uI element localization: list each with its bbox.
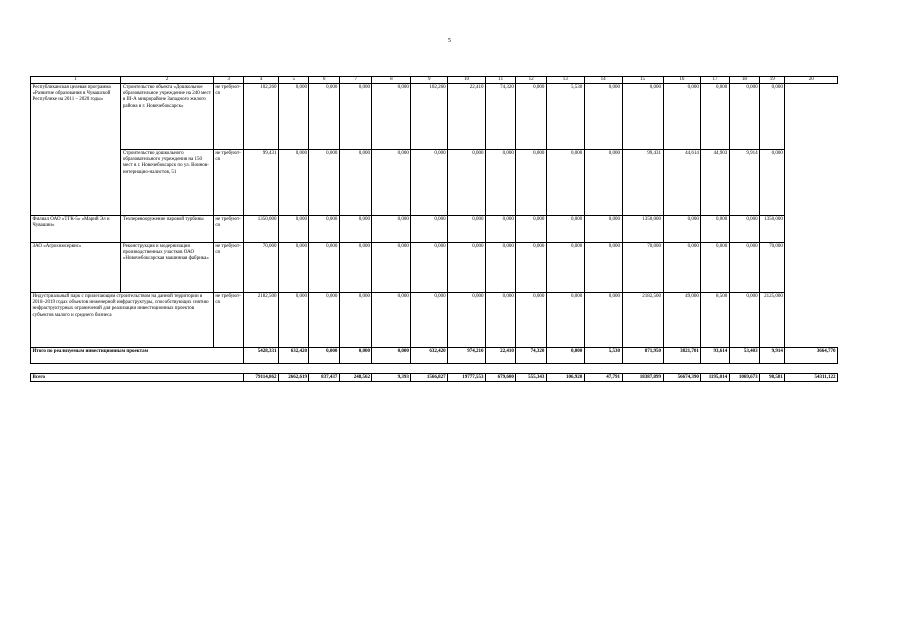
value-cell: 0,000: [411, 150, 448, 216]
value-cell: 2125,000: [760, 293, 785, 348]
page-number: 5: [448, 38, 451, 44]
value-cell: 0,000: [448, 150, 486, 216]
value-cell: 0,000: [372, 216, 411, 243]
grand-total-value-cell: 56674,390: [663, 374, 701, 382]
value-cell: 0,000: [729, 216, 759, 243]
value-cell: 0,000: [339, 216, 372, 243]
value-cell: 0,000: [516, 84, 546, 150]
value-cell: 0,000: [663, 84, 701, 150]
value-cell: 70,000: [244, 243, 279, 293]
value-cell: 0,000: [278, 150, 308, 216]
value-cell: 0,000: [584, 84, 622, 150]
total-value-cell: 0,000: [372, 348, 411, 364]
table-row: [31, 84, 838, 150]
program-name-cell: ЗАО «Агрохимсервис»: [31, 243, 121, 293]
requirement-cell: не требуют-ся: [213, 243, 243, 293]
column-number: 7: [339, 77, 372, 84]
total-value-cell: 871,950: [622, 348, 663, 364]
value-cell: 0,000: [339, 293, 372, 348]
requirement-cell: не требуют-ся: [213, 293, 243, 348]
grand-total-value-cell: 1566,827: [411, 374, 448, 382]
value-cell: 0,000: [622, 84, 663, 150]
value-cell: 0,000: [448, 243, 486, 293]
grand-total-value-cell: 9,393: [372, 374, 411, 382]
value-cell: 0,000: [485, 150, 515, 216]
value-cell: 0,000: [516, 243, 546, 293]
value-cell: 44,903: [701, 150, 729, 216]
value-cell: 0,000: [278, 243, 308, 293]
value-cell: 0,000: [701, 243, 729, 293]
value-cell: 0,000: [760, 84, 785, 150]
project-name-cell: Техперевооружение паровой турбины: [121, 216, 213, 243]
value-cell: 99,431: [622, 150, 663, 216]
value-cell: 102,260: [244, 84, 279, 150]
project-name-cell: Реконструкция и модернизация производственных участков ОАО «Новочебоксарская машинная фабрика»: [121, 243, 213, 293]
column-number: 1: [31, 77, 121, 84]
grand-total-value-cell: 555,343: [516, 374, 546, 382]
table-row: [31, 216, 838, 243]
value-cell: 0,000: [729, 293, 759, 348]
total-value-cell: 3664,770: [785, 348, 838, 364]
total-value-cell: 0,000: [546, 348, 584, 364]
column-number: 13: [546, 77, 584, 84]
value-cell: 0,000: [411, 293, 448, 348]
value-cell: 0,000: [546, 243, 584, 293]
grand-total-value-cell: 98,581: [760, 374, 785, 382]
grand-total-value-cell: 47,791: [584, 374, 622, 382]
grand-total-value-cell: 837,437: [309, 374, 339, 382]
spacer-row: [31, 364, 838, 374]
value-cell: 22,410: [448, 84, 486, 150]
column-number: 6: [309, 77, 339, 84]
value-cell: 1350,000: [622, 216, 663, 243]
value-cell: 0,000: [372, 150, 411, 216]
program-name-cell: Индустриальный парк с прилегающим строительством на данной территории в 2018–2019 годах объектов инженерной инфраструктуры, способствующих снятию инфраструктурных ограничений для реализации инвестиционных проектов субъектов малого и среднего бизнеса: [31, 293, 214, 348]
total-label: Итого по реализуемым инвестиционным проектам: [31, 348, 244, 364]
requirement-cell: не требуют-ся: [213, 150, 243, 216]
value-cell: 99,431: [244, 150, 279, 216]
column-number-row: [31, 77, 838, 84]
column-number: 9: [411, 77, 448, 84]
value-cell: 0,000: [516, 293, 546, 348]
column-number: 17: [701, 77, 729, 84]
value-cell: 0,000: [729, 243, 759, 293]
value-cell: 0,000: [372, 84, 411, 150]
investment-projects-table: [30, 76, 838, 382]
value-cell: 0,000: [485, 216, 515, 243]
column-number: 16: [663, 77, 701, 84]
value-cell: 0,000: [546, 293, 584, 348]
column-number: 15: [622, 77, 663, 84]
project-name-cell: Строительство объекта «Дошкольное образовательное учреждение на 240 мест в III-А микрорайоне Западного жилого района в г. Новочебоксарск»: [121, 84, 213, 150]
total-value-cell: 0,000: [339, 348, 372, 364]
value-cell: 0,000: [760, 150, 785, 216]
total-value-cell: 53,403: [729, 348, 759, 364]
table-row: [31, 293, 838, 348]
value-cell: 70,000: [760, 243, 785, 293]
value-cell: 0,000: [278, 84, 308, 150]
value-cell: 0,000: [729, 84, 759, 150]
program-name-cell: Филиал ОАО «ТГК-5» «Марий Эл и Чувашии»: [31, 216, 121, 243]
total-value-cell: 632,420: [411, 348, 448, 364]
grand-total-value-cell: 54311,122: [785, 374, 838, 382]
column-number: 14: [584, 77, 622, 84]
value-cell: 0,000: [584, 243, 622, 293]
total-row: [31, 348, 838, 364]
value-cell: 0,000: [448, 293, 486, 348]
value-cell: 0,000: [372, 243, 411, 293]
value-cell: 0,000: [278, 293, 308, 348]
spacer-cell: [31, 364, 838, 374]
value-cell: 44,614: [663, 150, 701, 216]
column-number: 12: [516, 77, 546, 84]
program-name-cell: Республиканская целевая программа «Развитие образования в Чувашской Республике на 2011 – 2020 годы»: [31, 84, 121, 216]
value-cell: 0,000: [278, 216, 308, 243]
value-cell: 0,000: [309, 243, 339, 293]
column-number: 11: [485, 77, 515, 84]
grand-total-value-cell: 1069,673: [729, 374, 759, 382]
value-cell: 74,320: [485, 84, 515, 150]
grand-total-value-cell: 2662,619: [278, 374, 308, 382]
value-cell: 2182,500: [244, 293, 279, 348]
value-cell: 0,000: [701, 216, 729, 243]
value-cell: 1350,000: [760, 216, 785, 243]
project-name-cell: Строительство дошкольного образовательного учреждения на 150 мест в г. Новочебоксарск по ул. Воинов-интернацио-налистов, 51: [121, 150, 213, 216]
value-cell: 0,000: [339, 84, 372, 150]
value-cell: 0,000: [584, 150, 622, 216]
value-cell: 0,000: [339, 150, 372, 216]
value-cell: 0,000: [546, 150, 584, 216]
value-cell: 0,000: [448, 216, 486, 243]
column-number: 5: [278, 77, 308, 84]
value-cell: 0,000: [372, 293, 411, 348]
value-cell: 5,530: [546, 84, 584, 150]
value-cell: 49,000: [663, 293, 701, 348]
value-cell: 8,500: [701, 293, 729, 348]
value-cell: 0,000: [485, 293, 515, 348]
column-number: 3: [213, 77, 243, 84]
value-cell: 0,000: [309, 293, 339, 348]
value-cell: 0,000: [411, 216, 448, 243]
value-cell: 0,000: [485, 243, 515, 293]
grand-total-value-cell: 1195,014: [701, 374, 729, 382]
column-number: 4: [244, 77, 279, 84]
value-cell: 0,000: [701, 84, 729, 150]
value-cell: 0,000: [584, 216, 622, 243]
total-value-cell: 5428,331: [244, 348, 279, 364]
total-value-cell: 5,530: [584, 348, 622, 364]
value-cell: 0,000: [546, 216, 584, 243]
grand-total-value-cell: 106,920: [546, 374, 584, 382]
total-value-cell: 3821,701: [663, 348, 701, 364]
table-row: [31, 243, 838, 293]
grand-total-value-cell: 679,600: [485, 374, 515, 382]
value-cell: 0,000: [516, 216, 546, 243]
value-cell: 0,000: [516, 150, 546, 216]
column-number: 2: [121, 77, 213, 84]
total-value-cell: 74,320: [516, 348, 546, 364]
value-cell: 0,000: [663, 243, 701, 293]
grand-total-value-cell: 18387,899: [622, 374, 663, 382]
grand-total-value-cell: 19777,553: [448, 374, 486, 382]
column-number: 19: [760, 77, 785, 84]
column-number: 8: [372, 77, 411, 84]
grand-total-value-cell: 79114,862: [244, 374, 279, 382]
requirement-cell: не требуют-ся: [213, 216, 243, 243]
value-cell: 102,260: [411, 84, 448, 150]
value-cell: 1350,000: [244, 216, 279, 243]
grand-total-label: Всего: [31, 374, 244, 382]
value-cell: 0,000: [584, 293, 622, 348]
column-number: 18: [729, 77, 759, 84]
value-cell: 2182,500: [622, 293, 663, 348]
grand-total-row: [31, 374, 838, 382]
value-cell: 0,000: [663, 216, 701, 243]
total-value-cell: 974,210: [448, 348, 486, 364]
table-row: [31, 150, 838, 216]
total-value-cell: 9,914: [760, 348, 785, 364]
value-cell: 0,000: [309, 216, 339, 243]
column-number: 10: [448, 77, 486, 84]
value-cell: 9,914: [729, 150, 759, 216]
total-value-cell: 22,410: [485, 348, 515, 364]
value-cell: 0,000: [309, 84, 339, 150]
total-value-cell: 632,420: [278, 348, 308, 364]
value-cell: 0,000: [339, 243, 372, 293]
column-number: 20: [785, 77, 838, 84]
grand-total-value-cell: 248,562: [339, 374, 372, 382]
value-cell: 70,000: [622, 243, 663, 293]
value-cell: 0,000: [309, 150, 339, 216]
total-value-cell: 93,614: [701, 348, 729, 364]
value-cell: 0,000: [411, 243, 448, 293]
requirement-cell: не требуют-ся: [213, 84, 243, 150]
total-value-cell: 0,000: [309, 348, 339, 364]
